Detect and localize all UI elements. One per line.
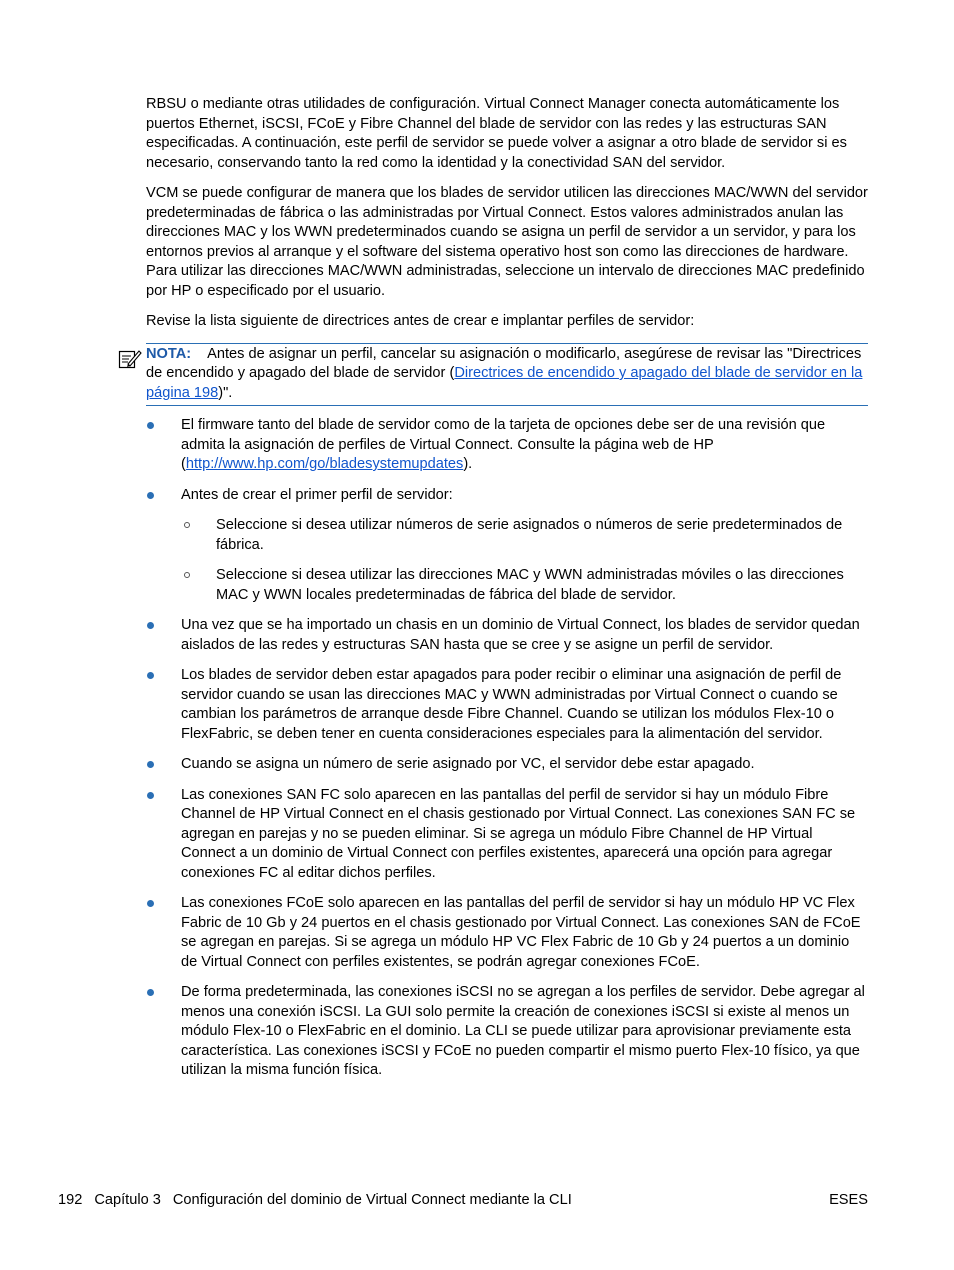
chapter-label: Capítulo 3	[94, 1192, 161, 1208]
list-item	[146, 755, 868, 775]
bullet-icon	[147, 761, 154, 768]
list-item	[146, 894, 868, 972]
sub-bullet-icon	[184, 522, 190, 528]
sub-list-item	[181, 566, 868, 605]
note-text-after: )".	[218, 384, 233, 401]
bullet-icon	[147, 989, 154, 996]
note-pencil-icon	[118, 347, 142, 369]
hp-updates-link[interactable]: http://www.hp.com/go/bladesystemupdates	[185, 456, 464, 472]
sub-bullet-text: Seleccione si desea utilizar las direcciones MAC y WWN administradas móviles o las direcciones MAC y WWN locales predeterminadas de fábrica del blade de servidor.	[216, 567, 844, 603]
bullet-icon	[147, 792, 154, 799]
bullet-text: Antes de crear el primer perfil de servidor:	[181, 486, 453, 503]
bullet-text: Los blades de servidor deben estar apagados para poder recibir o eliminar una asignación de perfil de servidor cuando se usan las direcciones MAC y WWN administradas por Virtual Connect o cuando se cambian los parámetros de arranque desde Fibre Channel. Cuando se utilizan los módulos Flex-10 o FlexFabric, se deben tener en cuenta consideraciones especiales para la alimentación del servidor.	[181, 667, 842, 742]
note-text-before: Antes de asignar un perfil, cancelar su asignación o modificarlo, asegúrese de revisar las "Directrices de encendido y apagado del blade de servidor (	[146, 345, 862, 381]
bullet-text: De forma predeterminada, las conexiones iSCSI no se agregan a los perfiles de servidor. Debe agregar al menos una conexión iSCSI. La GUI solo permite la creación de conexiones iSCSI si existe al menos un módulo Flex-10 o FlexFabric en el dominio. La CLI se puede utilizar para aprovisionar previamente esta característica. Las conexiones iSCSI y FCoE no pueden compartir el mismo puerto Flex-10 físico, ya que utilizan la misma función física.	[181, 984, 865, 1078]
page-body	[146, 95, 868, 1092]
bullet-text: El firmware tanto del blade de servidor como de la tarjeta de opciones debe ser de una revisión que admita la asignación de perfiles de Virtual Connect. Consulte la página web de HP (	[181, 417, 826, 472]
note-label: NOTA:	[146, 345, 192, 362]
footer-left	[58, 1191, 572, 1211]
bullet-icon	[147, 422, 154, 429]
list-item	[146, 486, 868, 606]
bullet-icon	[147, 622, 154, 629]
paragraph-2: VCM se puede configurar de manera que los blades de servidor utilicen las direcciones MAC/WWN del servidor predeterminadas de fábrica o las administradas por Virtual Connect. Estos valores administrados anulan las direcciones MAC y los WWN predeterminados cuando se asigna un perfil de servidor a un servidor, y para los entornos previos al arranque y el software del sistema operativo host son como las direcciones de hardware. Para utilizar las direcciones MAC/WWN administradas, seleccione un intervalo de direcciones MAC predefinido por HP o especificado por el usuario.	[146, 185, 868, 299]
sub-bullet-text: Seleccione si desea utilizar números de serie asignados o números de serie predeterminados de fábrica.	[216, 517, 843, 553]
page-footer	[58, 1191, 868, 1211]
note-link[interactable]: Directrices de encendido y apagado del blade de servidor en la página 198	[146, 365, 863, 401]
list-item	[146, 666, 868, 744]
list-item	[146, 616, 868, 655]
sub-bullet-icon	[184, 572, 190, 578]
bullet-text: Las conexiones SAN FC solo aparecen en las pantallas del perfil de servidor si hay un módulo Fibre Channel de HP Virtual Connect en el chasis gestionado por Virtual Connect. Las conexiones SAN FC se agregan en parejas y no se pueden eliminar. Si se agrega un módulo Fibre Channel de HP Virtual Connect a un dominio de Virtual Connect con perfiles existentes, aparecerá una opción para agregar conexiones FC al editar dichos perfiles.	[181, 786, 856, 881]
bullet-icon	[147, 900, 154, 907]
list-item	[146, 983, 868, 1081]
sub-list	[181, 516, 868, 605]
bullet-text: Las conexiones FCoE solo aparecen en las pantallas del perfil de servidor si hay un módulo HP VC Flex Fabric de 10 Gb y 24 puertos en el chasis gestionado por Virtual Connect. Las conexiones SAN de FCoE se agregan en parejas. Si se agrega un módulo HP VC Flex Fabric de 10 Gb y 24 puertos a un dominio de Virtual Connect con perfiles existentes, se podrán agregar conexiones FCoE.	[181, 895, 861, 970]
bullet-text: Cuando se asigna un número de serie asignado por VC, el servidor debe estar apagado.	[181, 756, 755, 772]
paragraph-1: RBSU o mediante otras utilidades de configuración. Virtual Connect Manager conecta automáticamente los puertos Ethernet, iSCSI, FCoE y Fibre Channel del blade de servidor con las redes y las estructuras SAN especificadas. A continuación, este perfil de servidor se puede volver a asignar a otro blade de servidor si es necesario, conservando tanto la red como la identidad y la conectividad SAN del servidor.	[146, 96, 847, 171]
bullet-icon	[147, 672, 154, 679]
guidelines-list	[146, 416, 868, 1081]
footer-locale: ESES	[829, 1192, 868, 1208]
list-item	[146, 416, 868, 475]
bullet-text-end: ).	[463, 456, 473, 472]
bullet-text: Una vez que se ha importado un chasis en un dominio de Virtual Connect, los blades de servidor quedan aislados de las redes y estructuras SAN hasta que se cree y se asigne un perfil de servidor.	[181, 617, 860, 653]
sub-list-item	[181, 516, 868, 555]
list-item	[146, 786, 868, 884]
chapter-title: Configuración del dominio de Virtual Connect mediante la CLI	[172, 1192, 572, 1208]
bullet-icon	[147, 492, 154, 499]
paragraph-3: Revise la lista siguiente de directrices antes de crear e implantar perfiles de servidor:	[146, 313, 695, 329]
page-number: 192	[58, 1192, 83, 1208]
note-box	[146, 343, 868, 407]
